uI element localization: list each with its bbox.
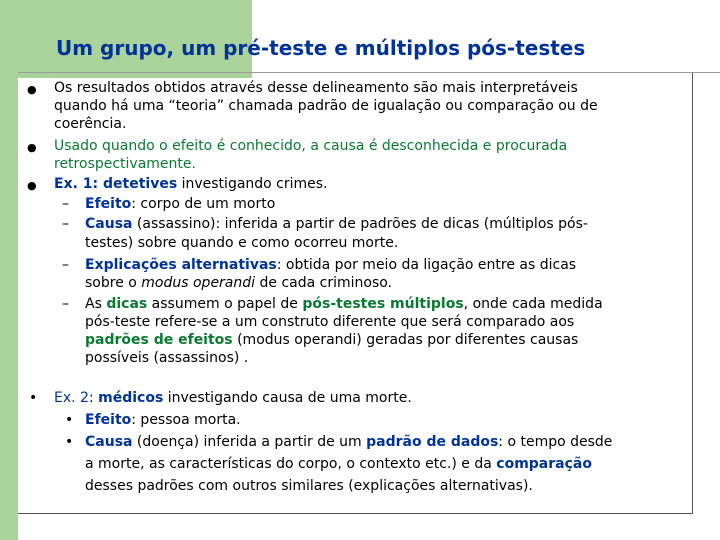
decorative-green-sidebar [0,78,18,540]
sub-item-dicas: As dicas assumem o papel de pós-testes múltiplos, onde cada medida [85,296,603,312]
sub-item-causa: Causa (assassino): inferida a partir de padrões de dicas (múltiplos pós- [85,216,588,232]
example-1-label: Ex. 1: detetives [54,176,178,192]
dash-icon: – [62,257,69,273]
example-2-label: Ex. 2 [54,390,89,406]
sub-item-dicas-line-3: padrões de efeitos (modus operandi) geradas por diferentes causas [85,332,579,348]
sub-item-explicacoes-line-2: sobre o modus operandi de cada criminoso. [85,275,393,291]
sub-item-causa-line-2: testes) sobre quando e como ocorreu morte. [85,235,399,251]
bullet-4-heading: Ex. 2: médicos investigando causa de uma morte. [54,390,412,406]
sub-item-causa-2: Causa (doença) inferida a partir de um padrão de dados: o tempo desde [85,434,613,450]
bullet-3-heading: Ex. 1: detetives investigando crimes. [54,176,328,192]
bullet-2-line-2: retrospectivamente. [54,156,196,172]
sub-item-efeito: Efeito: corpo de um morto [85,196,276,212]
bullet-icon: • [65,434,74,450]
dash-icon: – [62,196,69,212]
bullet-1-line-2: quando há uma “teoria” chamada padrão de igualação ou comparação ou de [54,98,598,114]
dash-icon: – [62,296,69,312]
sub-item-causa-2-line-3: desses padrões com outros similares (explicações alternativas). [85,478,533,494]
sub-item-explicacoes: Explicações alternativas: obtida por meio da ligação entre as dicas [85,257,577,273]
bullet-icon: • [29,390,38,406]
bullet-icon: ● [27,141,37,154]
sub-item-efeito-2: Efeito: pessoa morta. [85,412,241,428]
bullet-icon: • [65,412,74,428]
sub-item-dicas-line-2: pós-teste refere-se a um construto diferente que será comparado aos [85,314,575,330]
sub-item-dicas-line-4: possíveis (assassinos) . [85,350,249,366]
slide-title: Um grupo, um pré-teste e múltiplos pós-testes [56,36,586,60]
bullet-1-line-1: Os resultados obtidos através desse delineamento são mais interpretáveis [54,80,578,96]
sub-item-causa-2-line-2: a morte, as características do corpo, o contexto etc.) e da comparação [85,456,592,472]
dash-icon: – [62,216,69,232]
bullet-icon: ● [27,179,37,192]
bullet-2-line-1: Usado quando o efeito é conhecido, a causa é desconhecida e procurada [54,138,568,154]
bullet-1-line-3: coerência. [54,116,127,132]
bullet-icon: ● [27,83,37,96]
